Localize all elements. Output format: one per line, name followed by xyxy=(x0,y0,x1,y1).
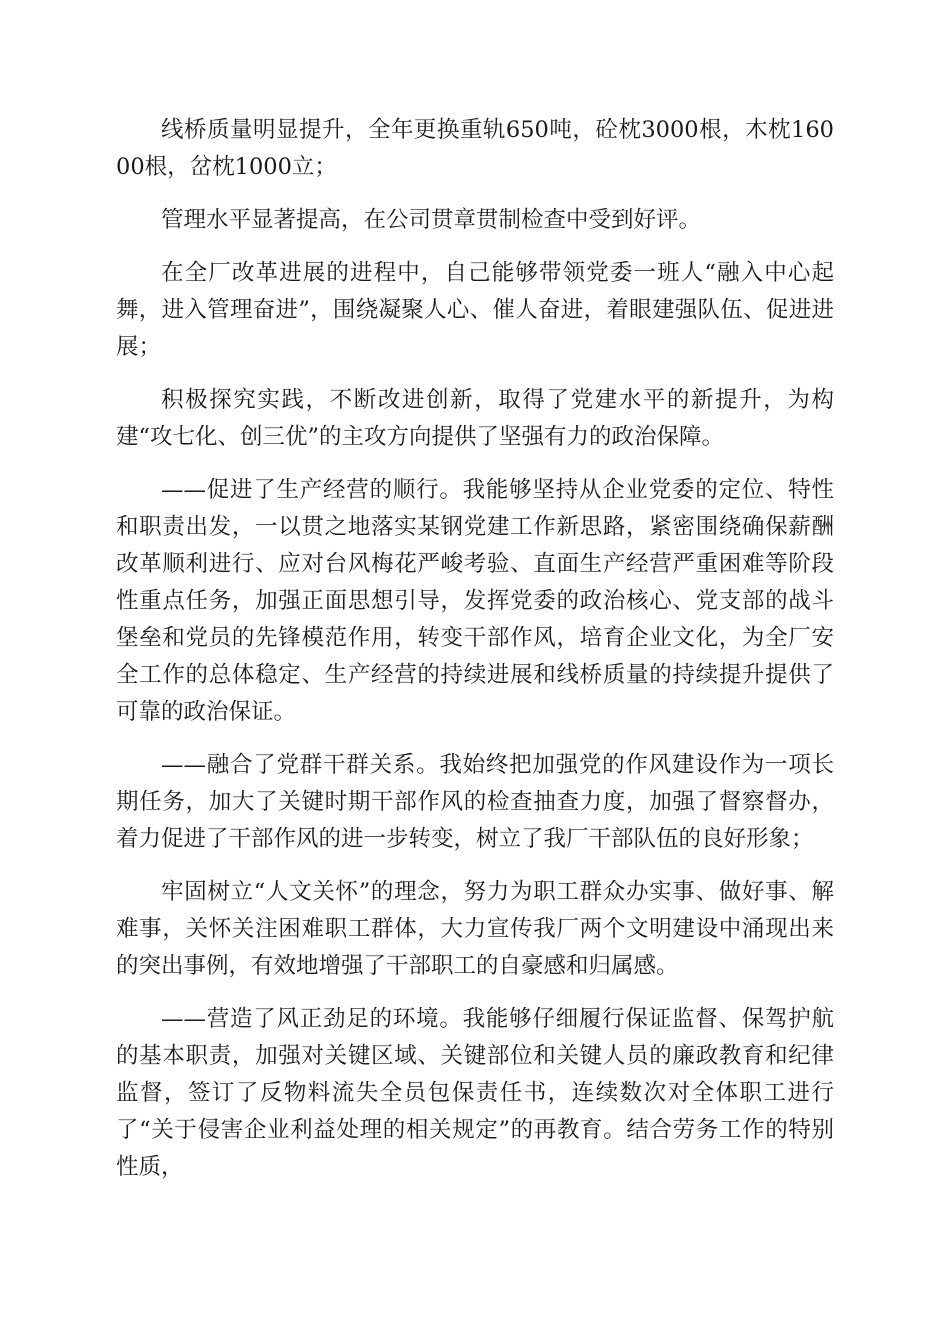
paragraph: ——融合了党群干群关系。我始终把加强党的作风建设作为一项长期任务，加大了关键时期干部作风的检查抽查力度，加强了督察督办，着力促进了干部作风的进一步转变，树立了我厂干部队伍的良好形象； xyxy=(116,752,834,852)
paragraph: 牢固树立“人文关怀”的理念，努力为职工群众办实事、做好事、解难事，关怀关注困难职工群体，大力宣传我厂两个文明建设中涌现出来的突出事例，有效地增强了干部职工的自豪感和归属感。 xyxy=(116,879,834,979)
paragraph: ——营造了风正劲足的环境。我能够仔细履行保证监督、保驾护航的基本职责，加强对关键区域、关键部位和关键人员的廉政教育和纪律监督，签订了反物料流失全员包保责任书，连续数次对全体职工进行了“关于侵害企业利益处理的相关规定”的再教育。结合劳务工作的特别性质， xyxy=(116,1006,834,1180)
paragraph: 在全厂改革进展的进程中，自己能够带领党委一班人“融入中心起舞，进入管理奋进”，围绕凝聚人心、催人奋进，着眼建强队伍、促进进展； xyxy=(116,260,834,360)
document-body xyxy=(116,112,834,1202)
paragraph: 积极探究实践，不断改进创新，取得了党建水平的新提升，为构建“攻七化、创三优”的主攻方向提供了坚强有力的政治保障。 xyxy=(116,387,834,450)
paragraph: 管理水平显著提高，在公司贯章贯制检查中受到好评。 xyxy=(161,207,702,233)
paragraph: 线桥质量明显提升，全年更换重轨650吨，砼枕3000根，木枕16000根，岔枕1000立； xyxy=(116,117,834,180)
paragraph: ——促进了生产经营的顺行。我能够坚持从企业党委的定位、特性和职责出发，一以贯之地落实某钢党建工作新思路，紧密围绕确保薪酬改革顺利进行、应对台风梅花严峻考验、直面生产经营严重困难等阶段性重点任务，加强正面思想引导，发挥党委的政治核心、党支部的战斗堡垒和党员的先锋模范作用，转变干部作风，培育企业文化，为全厂安全工作的总体稳定、生产经营的持续进展和线桥质量的持续提升提供了可靠的政治保证。 xyxy=(116,477,834,725)
